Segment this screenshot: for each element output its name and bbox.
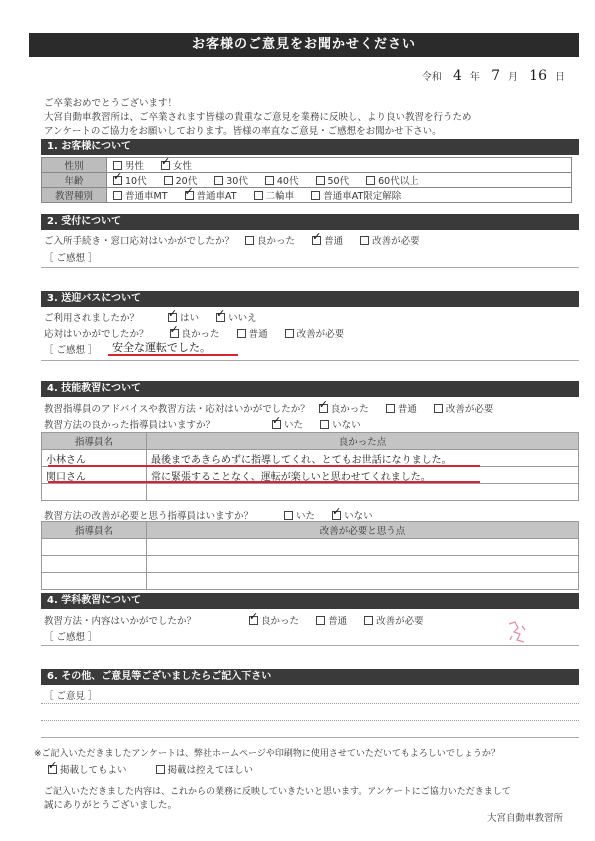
option-label: 改善が必要 <box>376 616 424 627</box>
classroom-question-row <box>44 613 438 627</box>
option-label: いいえ <box>228 313 257 324</box>
bus-use-row <box>44 310 271 324</box>
option-label: 男性 <box>125 161 145 172</box>
option-label: 二輪車 <box>265 191 295 202</box>
day-value[interactable]: 16 <box>529 68 547 84</box>
red-underline <box>108 354 238 356</box>
section-practical-title: 4. 技能教習について <box>41 381 579 397</box>
checkbox-bus-improve[interactable] <box>285 329 294 338</box>
checkbox-age-30s[interactable] <box>214 176 223 185</box>
classroom-comment-label: ［ ご感想 ］ <box>44 632 98 643</box>
checkbox-practical-improve[interactable] <box>434 404 443 413</box>
practical-q3-row <box>44 508 387 522</box>
option-label: 20代 <box>175 176 198 187</box>
checkbox-age-40s[interactable] <box>265 176 274 185</box>
question-text: 教習方法の良かった指導員はいますか？ <box>44 420 216 431</box>
checkbox-classroom-good[interactable] <box>249 616 258 625</box>
customer-table <box>41 157 572 203</box>
date-line <box>422 68 565 84</box>
question-text: 応対はいかがでしたか？ <box>44 329 149 340</box>
improve-point[interactable] <box>147 539 579 556</box>
option-label: 良かった <box>181 329 220 340</box>
reception-question-row <box>44 233 434 247</box>
checkbox-gender-female[interactable] <box>161 161 170 170</box>
page-title: お客様のご意見をお聞かせください <box>29 33 579 57</box>
table-row <box>42 450 579 467</box>
organization-name: 大宮自動車教習所 <box>486 813 563 824</box>
checkbox-reception-improve[interactable] <box>360 236 369 245</box>
thanks-line: 誠にありがとうございました。 <box>44 800 178 811</box>
reception-comment-label: ［ ご感想 ］ <box>44 253 98 264</box>
instructor-name[interactable] <box>42 484 147 501</box>
option-label: 10代 <box>125 176 147 187</box>
thanks-line: ご記入いただきました内容は、これからの業務に反映していきたいと思います。アンケートにご協力いただきまして <box>44 787 511 797</box>
gender-options <box>107 158 572 173</box>
year-unit: 年 <box>469 72 480 83</box>
checkbox-practical-normal[interactable] <box>386 404 395 413</box>
divider <box>41 360 579 361</box>
checkbox-classroom-improve[interactable] <box>364 616 373 625</box>
intro-text <box>44 97 564 139</box>
checkbox-age-10s[interactable] <box>113 176 122 185</box>
table-row <box>42 484 579 501</box>
section-bus-title: 3. 送迎バスについて <box>41 291 579 307</box>
course-options <box>107 188 572 203</box>
red-underline <box>48 481 480 483</box>
instructor-name[interactable] <box>42 556 147 573</box>
option-label: いた <box>296 511 316 522</box>
improve-point[interactable] <box>147 573 579 590</box>
good-point[interactable]: 常に緊張することなく、運転が楽しいと思わせてくれました。 <box>147 467 579 484</box>
improve-instructor-table <box>41 521 579 590</box>
option-label: 普通車MT <box>125 191 168 202</box>
checkbox-reception-good[interactable] <box>245 236 254 245</box>
good-point[interactable]: 最後まであきらめずに指導してくれ、とてもお世話になりました。 <box>147 450 579 467</box>
option-label: 掲載は控えてほしい <box>167 765 254 776</box>
checkbox-age-60plus[interactable] <box>366 176 375 185</box>
option-label: 50代 <box>327 176 350 187</box>
intro-line: 大宮自動車教習所は、ご卒業されます皆様の貴重なご意見を業務に反映し、より良い教習を行うため <box>44 112 472 123</box>
dotted-line <box>41 703 579 704</box>
thanks-text <box>44 785 579 813</box>
divider <box>41 737 579 738</box>
checkbox-practical-good[interactable] <box>319 404 328 413</box>
checkbox-consent-no[interactable] <box>156 765 165 774</box>
checkbox-improve-instructor-yes[interactable] <box>284 511 293 520</box>
good-point[interactable] <box>147 484 579 501</box>
checkbox-classroom-normal[interactable] <box>316 616 325 625</box>
checkbox-improve-instructor-no[interactable] <box>332 511 341 520</box>
checkbox-bus-normal[interactable] <box>237 329 246 338</box>
instructor-name[interactable]: 小林さん <box>42 450 147 467</box>
checkbox-course-bike[interactable] <box>254 191 263 200</box>
age-label: 年齢 <box>42 173 107 188</box>
age-options <box>107 173 572 188</box>
col-header-improve-point: 改善が必要と思う点 <box>147 522 579 539</box>
divider <box>41 645 579 646</box>
question-text: 教習方法の改善が必要と思う指導員はいますか？ <box>44 511 254 522</box>
pink-stamp-mark <box>506 620 528 644</box>
table-row <box>42 556 579 573</box>
section-other-title: 6. その他、ご意見等ございましたらご記入下さい <box>41 669 579 685</box>
improve-point[interactable] <box>147 556 579 573</box>
option-label: 改善が必要 <box>296 329 345 340</box>
day-unit: 日 <box>555 72 565 83</box>
course-label: 教習種別 <box>42 188 107 203</box>
checkbox-course-at-unlimit[interactable] <box>311 191 320 200</box>
checkbox-course-at[interactable] <box>185 191 194 200</box>
col-header-good-point: 良かった点 <box>147 433 579 450</box>
other-comment-label: ［ ご意見 ］ <box>44 691 98 702</box>
option-label: 30代 <box>226 176 248 187</box>
instructor-name[interactable] <box>42 573 147 590</box>
month-unit: 月 <box>507 72 518 83</box>
dotted-line <box>41 720 579 721</box>
consent-row <box>48 762 267 776</box>
section-reception-title: 2. 受付について <box>41 214 579 230</box>
practical-q2-row <box>44 417 375 431</box>
option-label: はい <box>180 313 200 324</box>
section-customer-title: 1. お客様について <box>41 139 579 155</box>
option-label: いない <box>332 420 361 431</box>
section-classroom-title: 4. 学科教習について <box>41 593 579 609</box>
option-label: 改善が必要 <box>445 404 494 415</box>
option-label: 改善が必要 <box>372 236 420 247</box>
option-label: いない <box>344 511 373 522</box>
checkbox-bus-no[interactable] <box>216 313 225 322</box>
question-text: 教習方法・内容はいかがでしたか？ <box>44 616 197 627</box>
option-label: 普通 <box>328 616 348 627</box>
option-label: 掲載してもよい <box>60 765 127 776</box>
option-label: 良かった <box>261 616 300 627</box>
bus-comment[interactable]: 安全な運転でした。 <box>112 341 211 354</box>
option-label: いた <box>284 420 304 431</box>
checkbox-consent-yes[interactable] <box>48 765 57 774</box>
instructor-name[interactable] <box>42 539 147 556</box>
red-underline <box>48 465 480 467</box>
bus-service-row <box>44 326 358 340</box>
checkbox-bus-good[interactable] <box>170 329 179 338</box>
consent-question: ※ご記入いただきましたアンケートは、弊社ホームページや印刷物に使用させていただいてもよろしいでしょうか？ <box>34 749 500 759</box>
option-label: 女性 <box>173 161 193 172</box>
option-label: 40代 <box>276 176 299 187</box>
checkbox-course-mt[interactable] <box>113 191 122 200</box>
question-text: 教習指導員のアドバイスや教習方法・応対はいかがでしたか？ <box>44 404 310 415</box>
option-label: 普通 <box>397 404 417 415</box>
intro-line: ご卒業おめでとうございます！ <box>44 98 178 109</box>
option-label: 普通 <box>324 236 344 247</box>
col-header-instructor: 指導員名 <box>42 522 147 539</box>
checkbox-good-instructor-no[interactable] <box>320 420 329 429</box>
divider <box>41 267 579 268</box>
era: 令和 <box>421 72 442 83</box>
option-label: 普通 <box>248 329 268 340</box>
option-label: 60代以上 <box>378 176 419 187</box>
bus-comment-label: ［ ご感想 ］ <box>44 345 98 356</box>
option-label: 良かった <box>257 236 296 247</box>
option-label: 普通車AT限定解除 <box>323 191 402 202</box>
question-text: ご利用されましたか？ <box>44 313 140 324</box>
checkbox-age-20s[interactable] <box>164 176 173 185</box>
instructor-name[interactable]: 関口さん <box>42 467 147 484</box>
question-text: ご入所手続き・窓口応対はいかがでしたか？ <box>44 236 235 247</box>
table-row <box>42 573 579 590</box>
col-header-instructor: 指導員名 <box>42 433 147 450</box>
month-value[interactable]: 7 <box>491 68 500 84</box>
checkbox-gender-male[interactable] <box>113 161 122 170</box>
intro-line: アンケートのご協力をお願いしております。皆様の率直なご意見・ご感想をお聞かせ下さい。 <box>44 126 442 137</box>
checkbox-good-instructor-yes[interactable] <box>272 420 281 429</box>
practical-q1-row <box>44 401 507 415</box>
year-value[interactable]: 4 <box>452 68 462 84</box>
table-row <box>42 539 579 556</box>
option-label: 普通車AT <box>196 191 237 202</box>
checkbox-reception-normal[interactable] <box>312 236 321 245</box>
option-label: 良かった <box>330 404 369 415</box>
gender-label: 性別 <box>42 158 107 173</box>
checkbox-bus-yes[interactable] <box>168 313 177 322</box>
checkbox-age-50s[interactable] <box>316 176 325 185</box>
